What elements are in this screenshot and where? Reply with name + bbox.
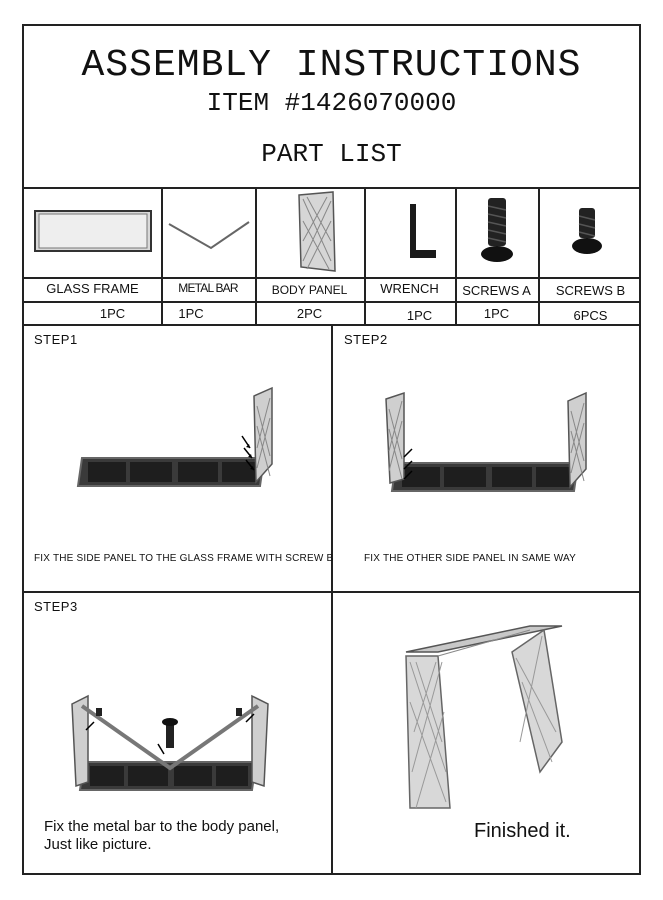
divider: [331, 324, 333, 875]
finished-table-illustration: [402, 622, 562, 808]
step1-label: STEP1: [34, 332, 78, 347]
part-name-metal-bar: METAL BAR: [178, 281, 238, 295]
document-title: ASSEMBLY INSTRUCTIONS: [81, 44, 582, 87]
wrench-icon: [402, 202, 442, 262]
part-name-body-panel: BODY PANEL: [271, 283, 348, 297]
divider: [24, 301, 639, 303]
step1-caption: FIX THE SIDE PANEL TO THE GLASS FRAME WITH SCREW B: [34, 553, 334, 564]
divider: [538, 187, 540, 324]
metal-bar-icon: [167, 218, 251, 252]
divider: [24, 277, 639, 279]
part-qty-screws-b: 6PCS: [573, 308, 608, 323]
step2-label: STEP2: [344, 332, 388, 347]
divider: [364, 187, 366, 324]
part-list-heading: PART LIST: [261, 139, 402, 169]
part-qty-metal-bar: 1PC: [178, 306, 204, 321]
divider: [24, 187, 639, 189]
item-number: ITEM #1426070000: [206, 88, 457, 118]
screw-a-icon: [479, 196, 515, 266]
part-qty-glass-frame: 1PC: [99, 306, 126, 321]
assembly-sheet: [22, 24, 641, 875]
part-qty-body-panel: 2PC: [296, 306, 323, 321]
body-panel-icon: [297, 191, 337, 273]
step3-caption-line1: Fix the metal bar to the body panel,: [44, 818, 280, 835]
part-qty-screws-a: 1PC: [483, 306, 510, 321]
part-qty-wrench: 1PC: [406, 308, 433, 323]
step2-caption: FIX THE OTHER SIDE PANEL IN SAME WAY: [364, 553, 577, 564]
part-name-screws-a: SCREWS A: [462, 283, 531, 298]
finished-caption: Finished it.: [474, 820, 571, 842]
divider: [161, 187, 163, 324]
step3-illustration: [70, 686, 270, 796]
divider: [455, 187, 457, 324]
divider: [24, 591, 639, 593]
divider: [255, 187, 257, 324]
screw-b-icon: [571, 206, 603, 258]
step3-label: STEP3: [34, 599, 78, 614]
part-name-screws-b: SCREWS B: [555, 283, 626, 298]
step3-caption-line2: Just like picture.: [44, 836, 152, 853]
glass-frame-icon: [34, 210, 152, 252]
part-name-wrench: WRENCH: [380, 281, 439, 296]
step2-illustration: [382, 391, 587, 496]
step1-illustration: [74, 386, 284, 491]
part-name-glass-frame: GLASS FRAME: [46, 281, 139, 296]
